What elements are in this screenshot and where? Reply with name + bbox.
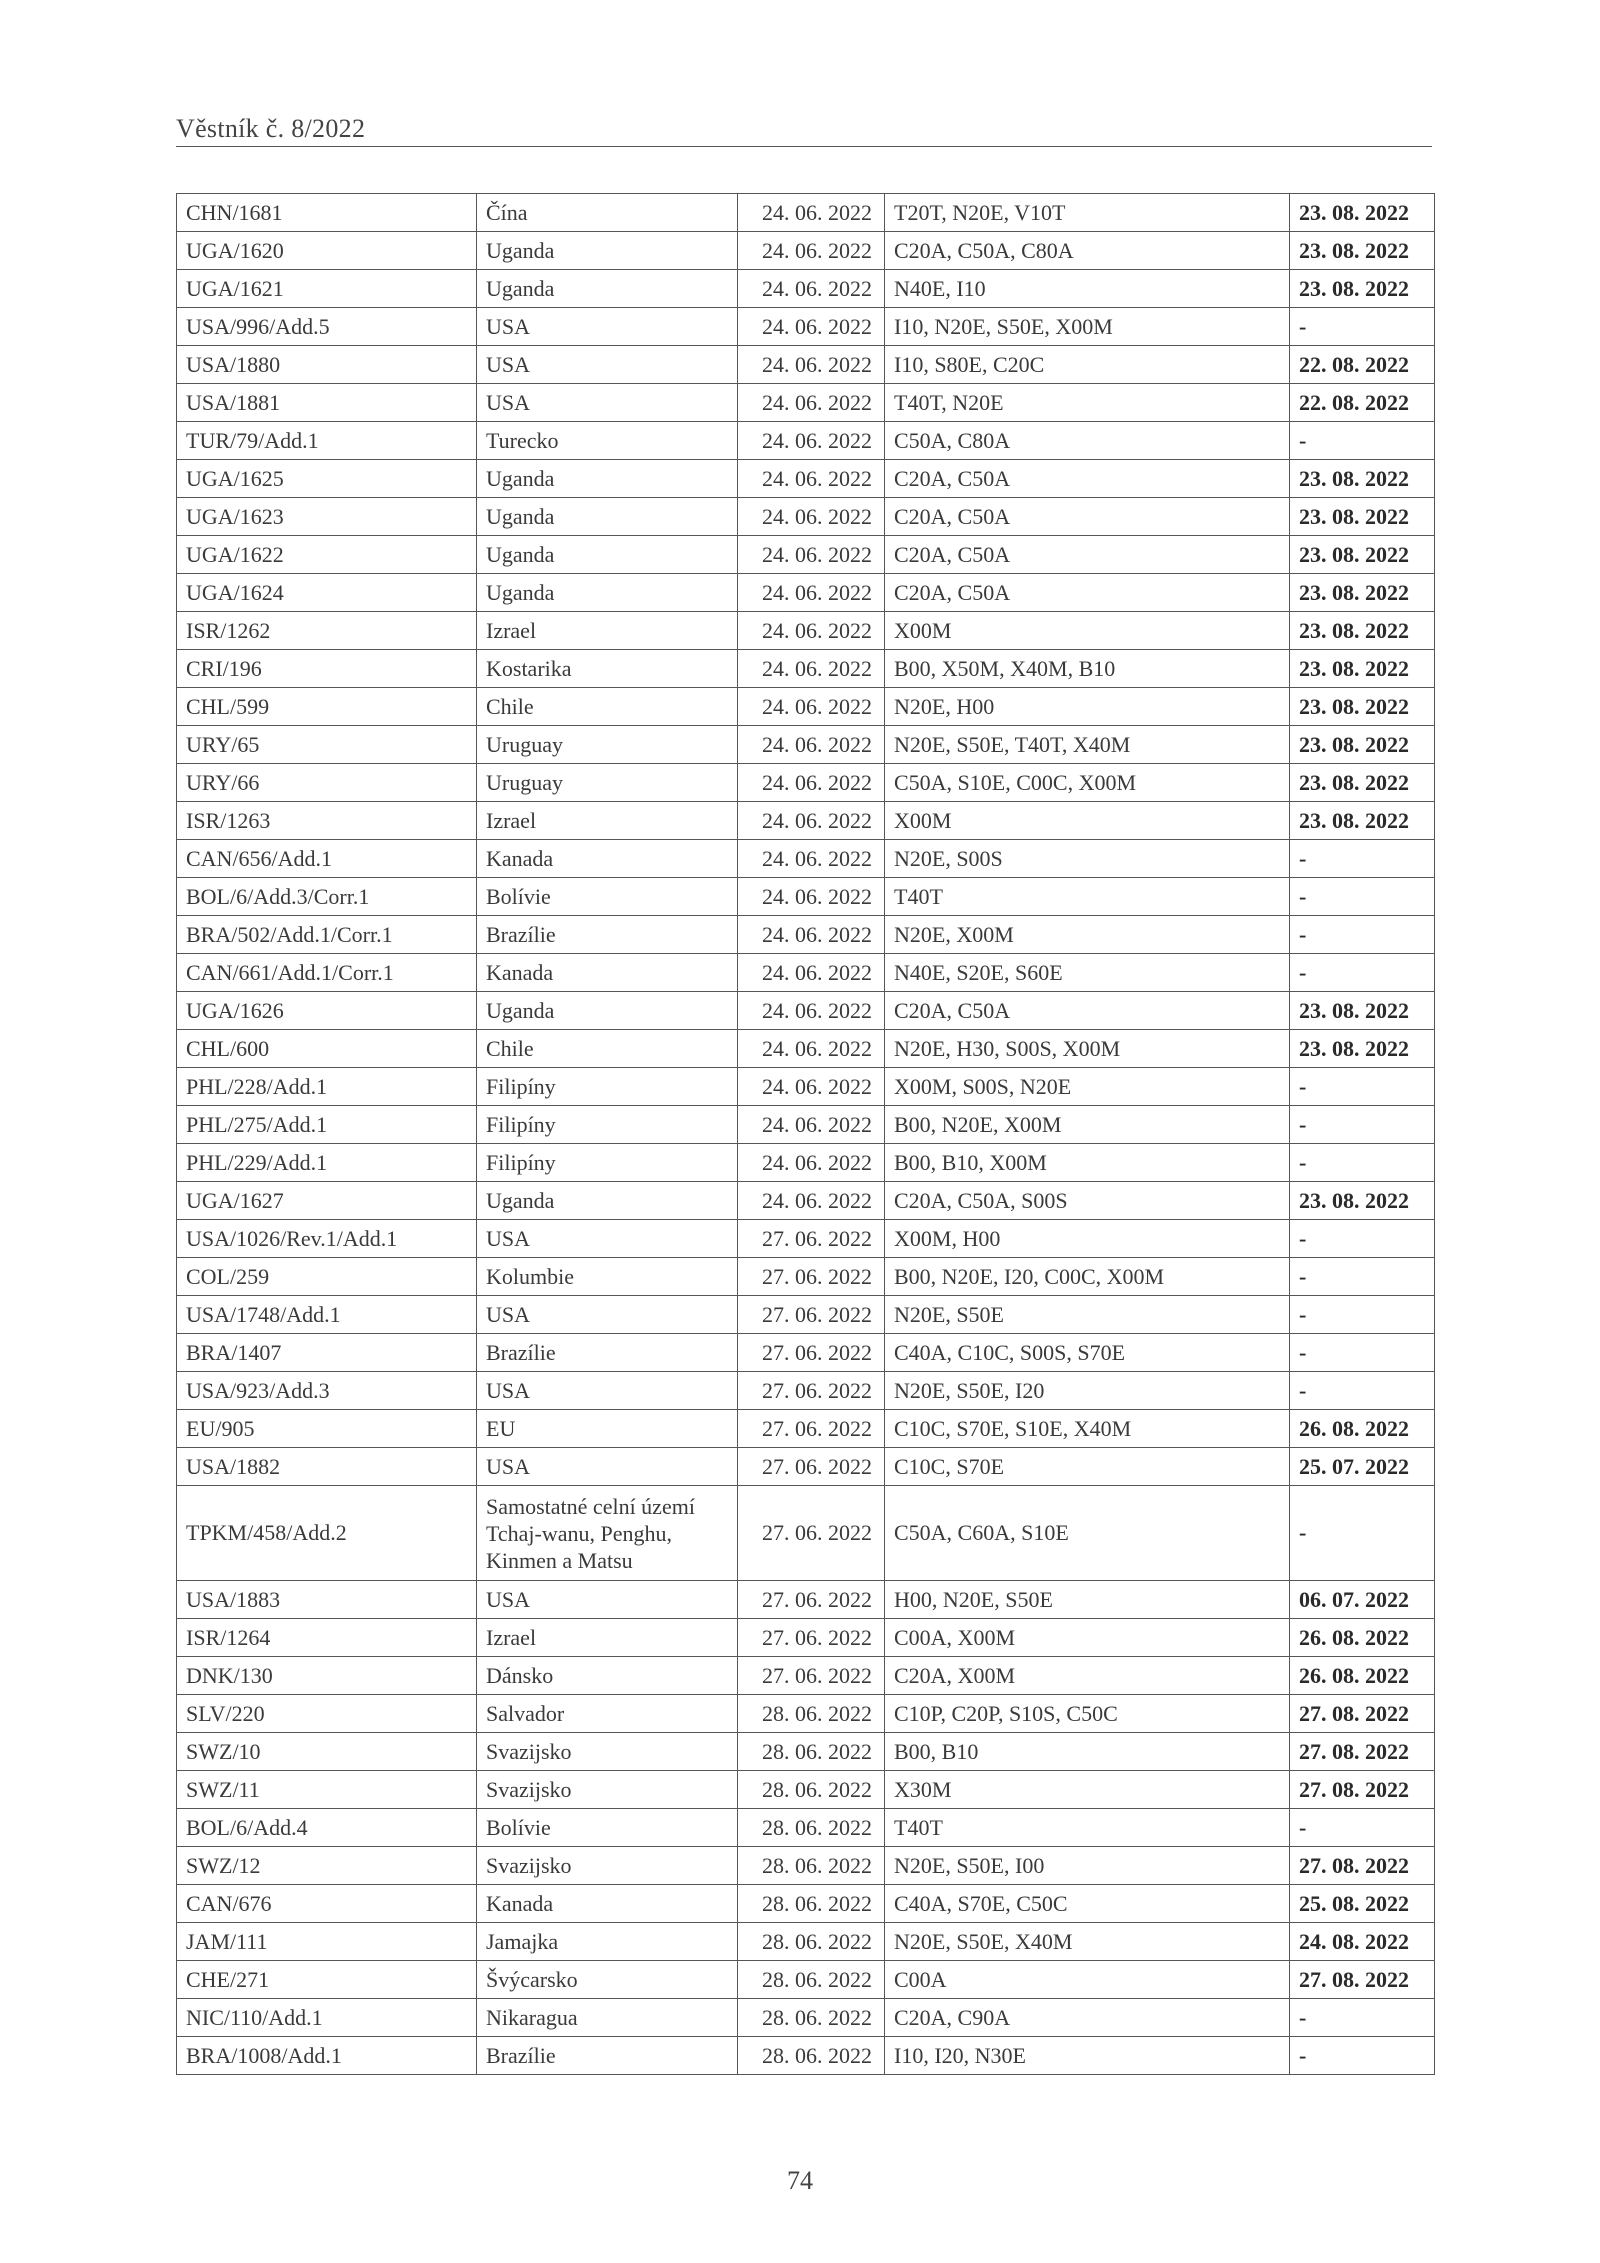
product-codes-cell: N20E, H30, S00S, X00M [885,1030,1290,1068]
product-codes-cell: X00M, H00 [885,1220,1290,1258]
notification-code-cell: USA/1881 [177,384,477,422]
notification-code-cell: TPKM/458/Add.2 [177,1486,477,1581]
date-cell: 24. 06. 2022 [738,992,885,1030]
country-cell: Čína [477,194,738,232]
notification-code-cell: BRA/502/Add.1/Corr.1 [177,916,477,954]
country-cell: Filipíny [477,1144,738,1182]
date-cell: 24. 06. 2022 [738,916,885,954]
date-cell: 24. 06. 2022 [738,1068,885,1106]
table-row [177,1809,1435,1847]
notification-code-cell: CAN/676 [177,1885,477,1923]
date-cell: 28. 06. 2022 [738,1847,885,1885]
table-row [177,650,1435,688]
deadline-cell: 22. 08. 2022 [1290,384,1435,422]
product-codes-cell: T40T [885,1809,1290,1847]
notification-code-cell: CHL/599 [177,688,477,726]
deadline-cell: - [1290,840,1435,878]
country-cell: Izrael [477,802,738,840]
product-codes-cell: N20E, S50E, T40T, X40M [885,726,1290,764]
date-cell: 24. 06. 2022 [738,726,885,764]
notification-code-cell: BRA/1008/Add.1 [177,2037,477,2075]
deadline-cell: 23. 08. 2022 [1290,764,1435,802]
product-codes-cell: B00, N20E, I20, C00C, X00M [885,1258,1290,1296]
product-codes-cell: C10C, S70E, S10E, X40M [885,1410,1290,1448]
deadline-cell: 23. 08. 2022 [1290,270,1435,308]
table-row [177,1923,1435,1961]
date-cell: 24. 06. 2022 [738,498,885,536]
date-cell: 24. 06. 2022 [738,194,885,232]
product-codes-cell: C20A, C50A, S00S [885,1182,1290,1220]
date-cell: 27. 06. 2022 [738,1410,885,1448]
notification-code-cell: SWZ/11 [177,1771,477,1809]
notification-code-cell: COL/259 [177,1258,477,1296]
country-cell: Jamajka [477,1923,738,1961]
date-cell: 24. 06. 2022 [738,536,885,574]
country-cell: Kanada [477,840,738,878]
table-row [177,1999,1435,2037]
notification-code-cell: UGA/1620 [177,232,477,270]
notification-code-cell: USA/1748/Add.1 [177,1296,477,1334]
country-cell: Uganda [477,536,738,574]
deadline-cell: - [1290,1144,1435,1182]
date-cell: 28. 06. 2022 [738,1695,885,1733]
country-cell: USA [477,384,738,422]
country-cell: Izrael [477,1619,738,1657]
product-codes-cell: C20A, C50A, C80A [885,232,1290,270]
notification-code-cell: EU/905 [177,1410,477,1448]
table-row [177,194,1435,232]
date-cell: 28. 06. 2022 [738,1961,885,1999]
date-cell: 24. 06. 2022 [738,1106,885,1144]
notification-code-cell: SLV/220 [177,1695,477,1733]
date-cell: 27. 06. 2022 [738,1619,885,1657]
date-cell: 24. 06. 2022 [738,650,885,688]
table-row [177,1695,1435,1733]
notification-code-cell: UGA/1624 [177,574,477,612]
country-cell: Brazílie [477,2037,738,2075]
table-row [177,346,1435,384]
notification-code-cell: BRA/1407 [177,1334,477,1372]
notification-code-cell: DNK/130 [177,1657,477,1695]
notification-code-cell: PHL/275/Add.1 [177,1106,477,1144]
date-cell: 24. 06. 2022 [738,878,885,916]
notification-code-cell: SWZ/10 [177,1733,477,1771]
notification-code-cell: USA/1882 [177,1448,477,1486]
country-cell: USA [477,346,738,384]
product-codes-cell: I10, N20E, S50E, X00M [885,308,1290,346]
date-cell: 24. 06. 2022 [738,1144,885,1182]
country-cell: USA [477,1220,738,1258]
notification-code-cell: UGA/1622 [177,536,477,574]
table-row [177,574,1435,612]
table-row [177,1847,1435,1885]
product-codes-cell: N20E, H00 [885,688,1290,726]
country-cell: USA [477,1296,738,1334]
table-row [177,1334,1435,1372]
table-row [177,422,1435,460]
table-row [177,1182,1435,1220]
deadline-cell: - [1290,422,1435,460]
deadline-cell: - [1290,1809,1435,1847]
deadline-cell: 27. 08. 2022 [1290,1733,1435,1771]
deadline-cell: 26. 08. 2022 [1290,1657,1435,1695]
country-cell: Turecko [477,422,738,460]
date-cell: 24. 06. 2022 [738,764,885,802]
date-cell: 28. 06. 2022 [738,1999,885,2037]
date-cell: 27. 06. 2022 [738,1448,885,1486]
table-row [177,1448,1435,1486]
table-row [177,878,1435,916]
notification-code-cell: URY/65 [177,726,477,764]
deadline-cell: - [1290,1334,1435,1372]
country-cell: USA [477,1448,738,1486]
table-row [177,1030,1435,1068]
product-codes-cell: C50A, C80A [885,422,1290,460]
table-row [177,1486,1435,1581]
deadline-cell: 23. 08. 2022 [1290,992,1435,1030]
page-number: 74 [787,2166,813,2195]
product-codes-cell: N20E, X00M [885,916,1290,954]
deadline-cell: 27. 08. 2022 [1290,1961,1435,1999]
deadline-cell: 23. 08. 2022 [1290,802,1435,840]
country-cell: Kanada [477,954,738,992]
country-cell: Uganda [477,992,738,1030]
deadline-cell: - [1290,954,1435,992]
notification-code-cell: BOL/6/Add.4 [177,1809,477,1847]
notification-code-cell: CAN/661/Add.1/Corr.1 [177,954,477,992]
bulletin-title: Věstník č. 8/2022 [176,114,366,143]
table-row [177,954,1435,992]
table-row [177,1258,1435,1296]
deadline-cell: 23. 08. 2022 [1290,194,1435,232]
table-row [177,1885,1435,1923]
notification-code-cell: PHL/229/Add.1 [177,1144,477,1182]
date-cell: 24. 06. 2022 [738,384,885,422]
date-cell: 28. 06. 2022 [738,1885,885,1923]
product-codes-cell: X00M [885,802,1290,840]
country-cell: Chile [477,1030,738,1068]
table-row [177,1372,1435,1410]
deadline-cell: 24. 08. 2022 [1290,1923,1435,1961]
date-cell: 27. 06. 2022 [738,1486,885,1581]
date-cell: 27. 06. 2022 [738,1296,885,1334]
notification-code-cell: USA/923/Add.3 [177,1372,477,1410]
deadline-cell: 23. 08. 2022 [1290,612,1435,650]
table-row [177,308,1435,346]
deadline-cell: - [1290,878,1435,916]
date-cell: 24. 06. 2022 [738,1182,885,1220]
notifications-table [176,193,1435,2075]
notification-code-cell: JAM/111 [177,1923,477,1961]
notification-code-cell: NIC/110/Add.1 [177,1999,477,2037]
product-codes-cell: C00A [885,1961,1290,1999]
country-cell: Uganda [477,232,738,270]
country-cell: Samostatné celní území Tchaj-wanu, Penghu, Kinmen a Matsu [477,1486,738,1581]
notification-code-cell: UGA/1626 [177,992,477,1030]
date-cell: 27. 06. 2022 [738,1581,885,1619]
product-codes-cell: C40A, C10C, S00S, S70E [885,1334,1290,1372]
deadline-cell: 26. 08. 2022 [1290,1410,1435,1448]
country-cell: Brazílie [477,916,738,954]
product-codes-cell: C20A, C50A [885,536,1290,574]
notification-code-cell: PHL/228/Add.1 [177,1068,477,1106]
table-row [177,498,1435,536]
table-row [177,840,1435,878]
product-codes-cell: N40E, I10 [885,270,1290,308]
country-cell: Chile [477,688,738,726]
deadline-cell: - [1290,1999,1435,2037]
country-cell: Kolumbie [477,1258,738,1296]
country-cell: Uganda [477,1182,738,1220]
notification-code-cell: CHE/271 [177,1961,477,1999]
deadline-cell: 23. 08. 2022 [1290,688,1435,726]
notification-code-cell: CHL/600 [177,1030,477,1068]
product-codes-cell: N20E, S00S [885,840,1290,878]
notification-code-cell: ISR/1264 [177,1619,477,1657]
date-cell: 28. 06. 2022 [738,1733,885,1771]
notification-code-cell: UGA/1625 [177,460,477,498]
notification-code-cell: USA/1026/Rev.1/Add.1 [177,1220,477,1258]
date-cell: 28. 06. 2022 [738,1809,885,1847]
product-codes-cell: C20A, X00M [885,1657,1290,1695]
product-codes-cell: C20A, C90A [885,1999,1290,2037]
date-cell: 27. 06. 2022 [738,1657,885,1695]
table-row [177,1106,1435,1144]
notification-code-cell: BOL/6/Add.3/Corr.1 [177,878,477,916]
table-row [177,2037,1435,2075]
page-header [176,112,1432,147]
notification-code-cell: URY/66 [177,764,477,802]
date-cell: 24. 06. 2022 [738,688,885,726]
country-cell: Svazijsko [477,1847,738,1885]
notification-code-cell: ISR/1262 [177,612,477,650]
country-cell: Filipíny [477,1068,738,1106]
table-row [177,384,1435,422]
notification-code-cell: USA/1880 [177,346,477,384]
deadline-cell: 23. 08. 2022 [1290,498,1435,536]
product-codes-cell: N20E, S50E [885,1296,1290,1334]
country-cell: Uganda [477,460,738,498]
date-cell: 24. 06. 2022 [738,802,885,840]
country-cell: Uganda [477,270,738,308]
deadline-cell: 06. 07. 2022 [1290,1581,1435,1619]
date-cell: 27. 06. 2022 [738,1334,885,1372]
product-codes-cell: T20T, N20E, V10T [885,194,1290,232]
country-cell: USA [477,1372,738,1410]
date-cell: 28. 06. 2022 [738,1923,885,1961]
notification-code-cell: TUR/79/Add.1 [177,422,477,460]
table-row [177,460,1435,498]
country-cell: Nikaragua [477,1999,738,2037]
date-cell: 28. 06. 2022 [738,2037,885,2075]
notification-code-cell: UGA/1623 [177,498,477,536]
product-codes-cell: X30M [885,1771,1290,1809]
date-cell: 24. 06. 2022 [738,422,885,460]
deadline-cell: - [1290,1372,1435,1410]
deadline-cell: - [1290,2037,1435,2075]
deadline-cell: - [1290,1486,1435,1581]
date-cell: 27. 06. 2022 [738,1220,885,1258]
product-codes-cell: C20A, C50A [885,498,1290,536]
product-codes-cell: N20E, S50E, X40M [885,1923,1290,1961]
deadline-cell: - [1290,916,1435,954]
date-cell: 24. 06. 2022 [738,232,885,270]
deadline-cell: 23. 08. 2022 [1290,536,1435,574]
product-codes-cell: T40T, N20E [885,384,1290,422]
table-row [177,992,1435,1030]
notification-code-cell: CHN/1681 [177,194,477,232]
date-cell: 24. 06. 2022 [738,954,885,992]
notification-code-cell: SWZ/12 [177,1847,477,1885]
country-cell: Kostarika [477,650,738,688]
country-cell: Izrael [477,612,738,650]
deadline-cell: 26. 08. 2022 [1290,1619,1435,1657]
table-row [177,612,1435,650]
table-row [177,1410,1435,1448]
table-row [177,536,1435,574]
country-cell: Uganda [477,498,738,536]
country-cell: Svazijsko [477,1733,738,1771]
deadline-cell: 27. 08. 2022 [1290,1771,1435,1809]
product-codes-cell: C20A, C50A [885,460,1290,498]
product-codes-cell: N20E, S50E, I00 [885,1847,1290,1885]
table-row [177,1220,1435,1258]
date-cell: 24. 06. 2022 [738,574,885,612]
table-body [177,194,1435,2075]
country-cell: Švýcarsko [477,1961,738,1999]
product-codes-cell: C40A, S70E, C50C [885,1885,1290,1923]
deadline-cell: - [1290,1106,1435,1144]
deadline-cell: 27. 08. 2022 [1290,1847,1435,1885]
table-row [177,1296,1435,1334]
table-row [177,1961,1435,1999]
country-cell: USA [477,308,738,346]
table-row [177,1068,1435,1106]
product-codes-cell: I10, I20, N30E [885,2037,1290,2075]
product-codes-cell: X00M, S00S, N20E [885,1068,1290,1106]
date-cell: 24. 06. 2022 [738,308,885,346]
country-cell: Salvador [477,1695,738,1733]
product-codes-cell: X00M [885,612,1290,650]
notification-code-cell: CAN/656/Add.1 [177,840,477,878]
product-codes-cell: C10P, C20P, S10S, C50C [885,1695,1290,1733]
product-codes-cell: N40E, S20E, S60E [885,954,1290,992]
country-cell: Uruguay [477,764,738,802]
deadline-cell: 23. 08. 2022 [1290,460,1435,498]
deadline-cell: 23. 08. 2022 [1290,1182,1435,1220]
product-codes-cell: C00A, X00M [885,1619,1290,1657]
product-codes-cell: C50A, S10E, C00C, X00M [885,764,1290,802]
country-cell: Uruguay [477,726,738,764]
date-cell: 24. 06. 2022 [738,270,885,308]
product-codes-cell: C10C, S70E [885,1448,1290,1486]
deadline-cell: 23. 08. 2022 [1290,650,1435,688]
table-row [177,916,1435,954]
deadline-cell: - [1290,1296,1435,1334]
deadline-cell: 27. 08. 2022 [1290,1695,1435,1733]
deadline-cell: - [1290,1258,1435,1296]
table-row [177,270,1435,308]
table-row [177,1619,1435,1657]
table-row [177,1144,1435,1182]
deadline-cell: 25. 08. 2022 [1290,1885,1435,1923]
table-row [177,688,1435,726]
product-codes-cell: B00, N20E, X00M [885,1106,1290,1144]
country-cell: Uganda [477,574,738,612]
product-codes-cell: B00, X50M, X40M, B10 [885,650,1290,688]
date-cell: 28. 06. 2022 [738,1771,885,1809]
product-codes-cell: N20E, S50E, I20 [885,1372,1290,1410]
product-codes-cell: B00, B10, X00M [885,1144,1290,1182]
date-cell: 27. 06. 2022 [738,1372,885,1410]
product-codes-cell: B00, B10 [885,1733,1290,1771]
table-row [177,802,1435,840]
country-cell: USA [477,1581,738,1619]
country-cell: Filipíny [477,1106,738,1144]
country-cell: EU [477,1410,738,1448]
deadline-cell: 23. 08. 2022 [1290,232,1435,270]
deadline-cell: - [1290,308,1435,346]
table-row [177,1657,1435,1695]
country-cell: Bolívie [477,1809,738,1847]
deadline-cell: 22. 08. 2022 [1290,346,1435,384]
deadline-cell: 23. 08. 2022 [1290,726,1435,764]
notification-code-cell: USA/996/Add.5 [177,308,477,346]
table-row [177,1581,1435,1619]
date-cell: 24. 06. 2022 [738,840,885,878]
notification-code-cell: UGA/1621 [177,270,477,308]
country-cell: Svazijsko [477,1771,738,1809]
country-cell: Dánsko [477,1657,738,1695]
table-row [177,764,1435,802]
deadline-cell: 23. 08. 2022 [1290,574,1435,612]
notification-code-cell: CRI/196 [177,650,477,688]
notification-code-cell: USA/1883 [177,1581,477,1619]
date-cell: 24. 06. 2022 [738,346,885,384]
product-codes-cell: C20A, C50A [885,574,1290,612]
table-row [177,232,1435,270]
date-cell: 24. 06. 2022 [738,612,885,650]
notification-code-cell: UGA/1627 [177,1182,477,1220]
notification-code-cell: ISR/1263 [177,802,477,840]
deadline-cell: - [1290,1068,1435,1106]
deadline-cell: 25. 07. 2022 [1290,1448,1435,1486]
date-cell: 24. 06. 2022 [738,1030,885,1068]
date-cell: 27. 06. 2022 [738,1258,885,1296]
country-cell: Kanada [477,1885,738,1923]
table-row [177,1733,1435,1771]
table-row [177,1771,1435,1809]
product-codes-cell: H00, N20E, S50E [885,1581,1290,1619]
date-cell: 24. 06. 2022 [738,460,885,498]
product-codes-cell: I10, S80E, C20C [885,346,1290,384]
table-row [177,726,1435,764]
country-cell: Brazílie [477,1334,738,1372]
country-cell: Bolívie [477,878,738,916]
product-codes-cell: C50A, C60A, S10E [885,1486,1290,1581]
product-codes-cell: C20A, C50A [885,992,1290,1030]
product-codes-cell: T40T [885,878,1290,916]
deadline-cell: 23. 08. 2022 [1290,1030,1435,1068]
deadline-cell: - [1290,1220,1435,1258]
